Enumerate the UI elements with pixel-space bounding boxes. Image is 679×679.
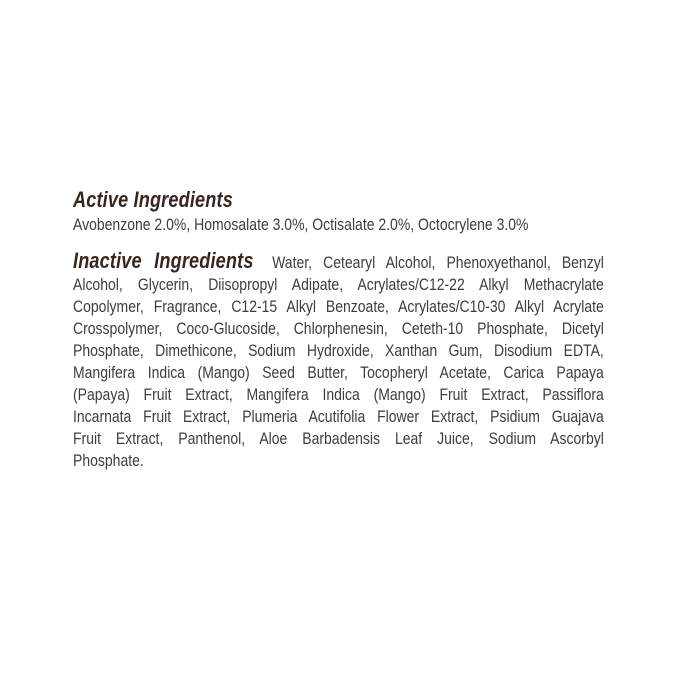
ingredients-line: Crosspolymer, Coco-Glucoside, Chlorphenesin, Ceteth-10 Phosphate, Dicetyl [73, 319, 604, 338]
inactive-ingredients-heading: Inactive Ingredients [73, 248, 254, 273]
ingredients-line-text: Water, Cetearyl Alcohol, Phenoxyethanol, Benzyl [272, 253, 604, 272]
active-ingredients-text: Avobenzone 2.0%, Homosalate 3.0%, Octisalate 2.0%, Octocrylene 3.0% [73, 215, 529, 234]
ingredients-line: Copolymer, Fragrance, C12-15 Alkyl Benzoate, Acrylates/C10-30 Alkyl Acrylate [73, 297, 604, 316]
ingredients-line: (Papaya) Fruit Extract, Mangifera Indica (Mango) Fruit Extract, Passiflora [73, 385, 604, 404]
ingredients-line: Alcohol, Glycerin, Diisopropyl Adipate, Acrylates/C12-22 Alkyl Methacrylate [73, 275, 604, 294]
ingredients-line: Mangifera Indica (Mango) Seed Butter, Tocopheryl Acetate, Carica Papaya [73, 363, 604, 382]
ingredients-line: Phosphate, Dimethicone, Sodium Hydroxide, Xanthan Gum, Disodium EDTA, [73, 341, 604, 360]
ingredients-line: Incarnata Fruit Extract, Plumeria Acutifolia Flower Extract, Psidium Guajava [73, 407, 604, 426]
ingredients-label [73, 188, 604, 472]
ingredients-line: Phosphate. [73, 451, 144, 470]
ingredients-line [73, 250, 604, 274]
ingredients-line: Fruit Extract, Panthenol, Aloe Barbadensis Leaf Juice, Sodium Ascorbyl [73, 429, 604, 448]
inactive-ingredients-paragraph [73, 250, 604, 472]
active-ingredients-heading: Active Ingredients [73, 187, 233, 212]
